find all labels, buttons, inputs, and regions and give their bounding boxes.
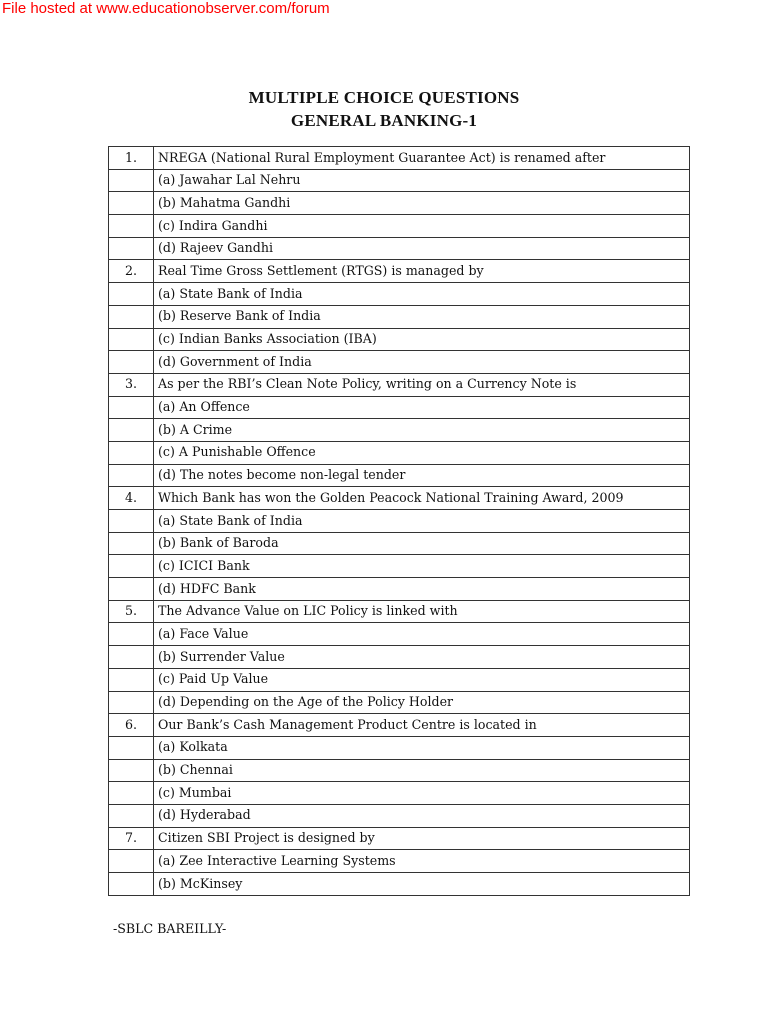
- question-row: [109, 373, 690, 396]
- question-text: The Advance Value on LIC Policy is linked with: [154, 600, 690, 623]
- option-text: (a) State Bank of India: [154, 283, 690, 306]
- questions-table-body: [109, 147, 690, 896]
- question-number: 4.: [109, 487, 154, 510]
- question-number: 5.: [109, 600, 154, 623]
- option-text: (b) Reserve Bank of India: [154, 305, 690, 328]
- question-text: Citizen SBI Project is designed by: [154, 827, 690, 850]
- document-subtitle: GENERAL BANKING-1: [290, 111, 478, 130]
- option-text: (d) The notes become non-legal tender: [154, 464, 690, 487]
- option-number-cell: [109, 736, 154, 759]
- question-number: 7.: [109, 827, 154, 850]
- option-row: [109, 419, 690, 442]
- option-number-cell: [109, 782, 154, 805]
- option-number-cell: [109, 305, 154, 328]
- option-row: [109, 169, 690, 192]
- option-number-cell: [109, 419, 154, 442]
- option-row: [109, 555, 690, 578]
- option-text: (c) Indira Gandhi: [154, 215, 690, 238]
- option-number-cell: [109, 646, 154, 669]
- option-number-cell: [109, 510, 154, 533]
- option-row: [109, 691, 690, 714]
- option-row: [109, 646, 690, 669]
- option-text: (b) Mahatma Gandhi: [154, 192, 690, 215]
- questions-table: [108, 146, 690, 896]
- option-text: (d) Government of India: [154, 351, 690, 374]
- option-row: [109, 873, 690, 896]
- option-text: (c) ICICI Bank: [154, 555, 690, 578]
- question-row: [109, 487, 690, 510]
- option-text: (a) An Offence: [154, 396, 690, 419]
- option-number-cell: [109, 169, 154, 192]
- option-row: [109, 215, 690, 238]
- footer-text: -SBLC BAREILLY-: [113, 921, 227, 936]
- option-number-cell: [109, 759, 154, 782]
- option-row: [109, 305, 690, 328]
- option-number-cell: [109, 351, 154, 374]
- option-text: (d) Rajeev Gandhi: [154, 237, 690, 260]
- question-text: Our Bank’s Cash Management Product Centre is located in: [154, 714, 690, 737]
- option-text: (a) State Bank of India: [154, 510, 690, 533]
- option-number-cell: [109, 804, 154, 827]
- option-number-cell: [109, 441, 154, 464]
- option-number-cell: [109, 850, 154, 873]
- option-text: (b) McKinsey: [154, 873, 690, 896]
- question-row: [109, 714, 690, 737]
- option-text: (a) Zee Interactive Learning Systems: [154, 850, 690, 873]
- option-row: [109, 578, 690, 601]
- question-row: [109, 827, 690, 850]
- document-title: MULTIPLE CHOICE QUESTIONS: [248, 88, 520, 107]
- option-text: (c) A Punishable Offence: [154, 441, 690, 464]
- option-text: (d) HDFC Bank: [154, 578, 690, 601]
- question-number: 1.: [109, 147, 154, 170]
- option-number-cell: [109, 396, 154, 419]
- question-number: 2.: [109, 260, 154, 283]
- question-row: [109, 260, 690, 283]
- question-row: [109, 147, 690, 170]
- option-row: [109, 237, 690, 260]
- option-text: (c) Mumbai: [154, 782, 690, 805]
- option-number-cell: [109, 668, 154, 691]
- option-text: (a) Face Value: [154, 623, 690, 646]
- option-row: [109, 668, 690, 691]
- option-text: (a) Kolkata: [154, 736, 690, 759]
- option-row: [109, 782, 690, 805]
- option-number-cell: [109, 578, 154, 601]
- option-number-cell: [109, 192, 154, 215]
- option-text: (c) Indian Banks Association (IBA): [154, 328, 690, 351]
- option-number-cell: [109, 691, 154, 714]
- option-row: [109, 351, 690, 374]
- option-row: [109, 283, 690, 306]
- option-text: (b) Chennai: [154, 759, 690, 782]
- option-row: [109, 396, 690, 419]
- option-row: [109, 759, 690, 782]
- option-row: [109, 532, 690, 555]
- option-number-cell: [109, 623, 154, 646]
- option-row: [109, 736, 690, 759]
- option-row: [109, 804, 690, 827]
- question-text: Which Bank has won the Golden Peacock National Training Award, 2009: [154, 487, 690, 510]
- option-number-cell: [109, 532, 154, 555]
- option-row: [109, 623, 690, 646]
- option-row: [109, 850, 690, 873]
- option-text: (c) Paid Up Value: [154, 668, 690, 691]
- option-number-cell: [109, 215, 154, 238]
- option-text: (d) Depending on the Age of the Policy Holder: [154, 691, 690, 714]
- option-row: [109, 192, 690, 215]
- option-row: [109, 464, 690, 487]
- option-text: (d) Hyderabad: [154, 804, 690, 827]
- question-text: NREGA (National Rural Employment Guarantee Act) is renamed after: [154, 147, 690, 170]
- watermark-text: File hosted at www.educationobserver.com/forum: [2, 0, 330, 17]
- option-number-cell: [109, 464, 154, 487]
- question-text: Real Time Gross Settlement (RTGS) is managed by: [154, 260, 690, 283]
- option-row: [109, 510, 690, 533]
- option-text: (b) A Crime: [154, 419, 690, 442]
- option-number-cell: [109, 328, 154, 351]
- option-row: [109, 328, 690, 351]
- option-row: [109, 441, 690, 464]
- option-text: (b) Surrender Value: [154, 646, 690, 669]
- option-text: (b) Bank of Baroda: [154, 532, 690, 555]
- option-number-cell: [109, 873, 154, 896]
- question-row: [109, 600, 690, 623]
- option-number-cell: [109, 555, 154, 578]
- option-text: (a) Jawahar Lal Nehru: [154, 169, 690, 192]
- option-number-cell: [109, 283, 154, 306]
- option-number-cell: [109, 237, 154, 260]
- question-number: 6.: [109, 714, 154, 737]
- question-text: As per the RBI’s Clean Note Policy, writing on a Currency Note is: [154, 373, 690, 396]
- question-number: 3.: [109, 373, 154, 396]
